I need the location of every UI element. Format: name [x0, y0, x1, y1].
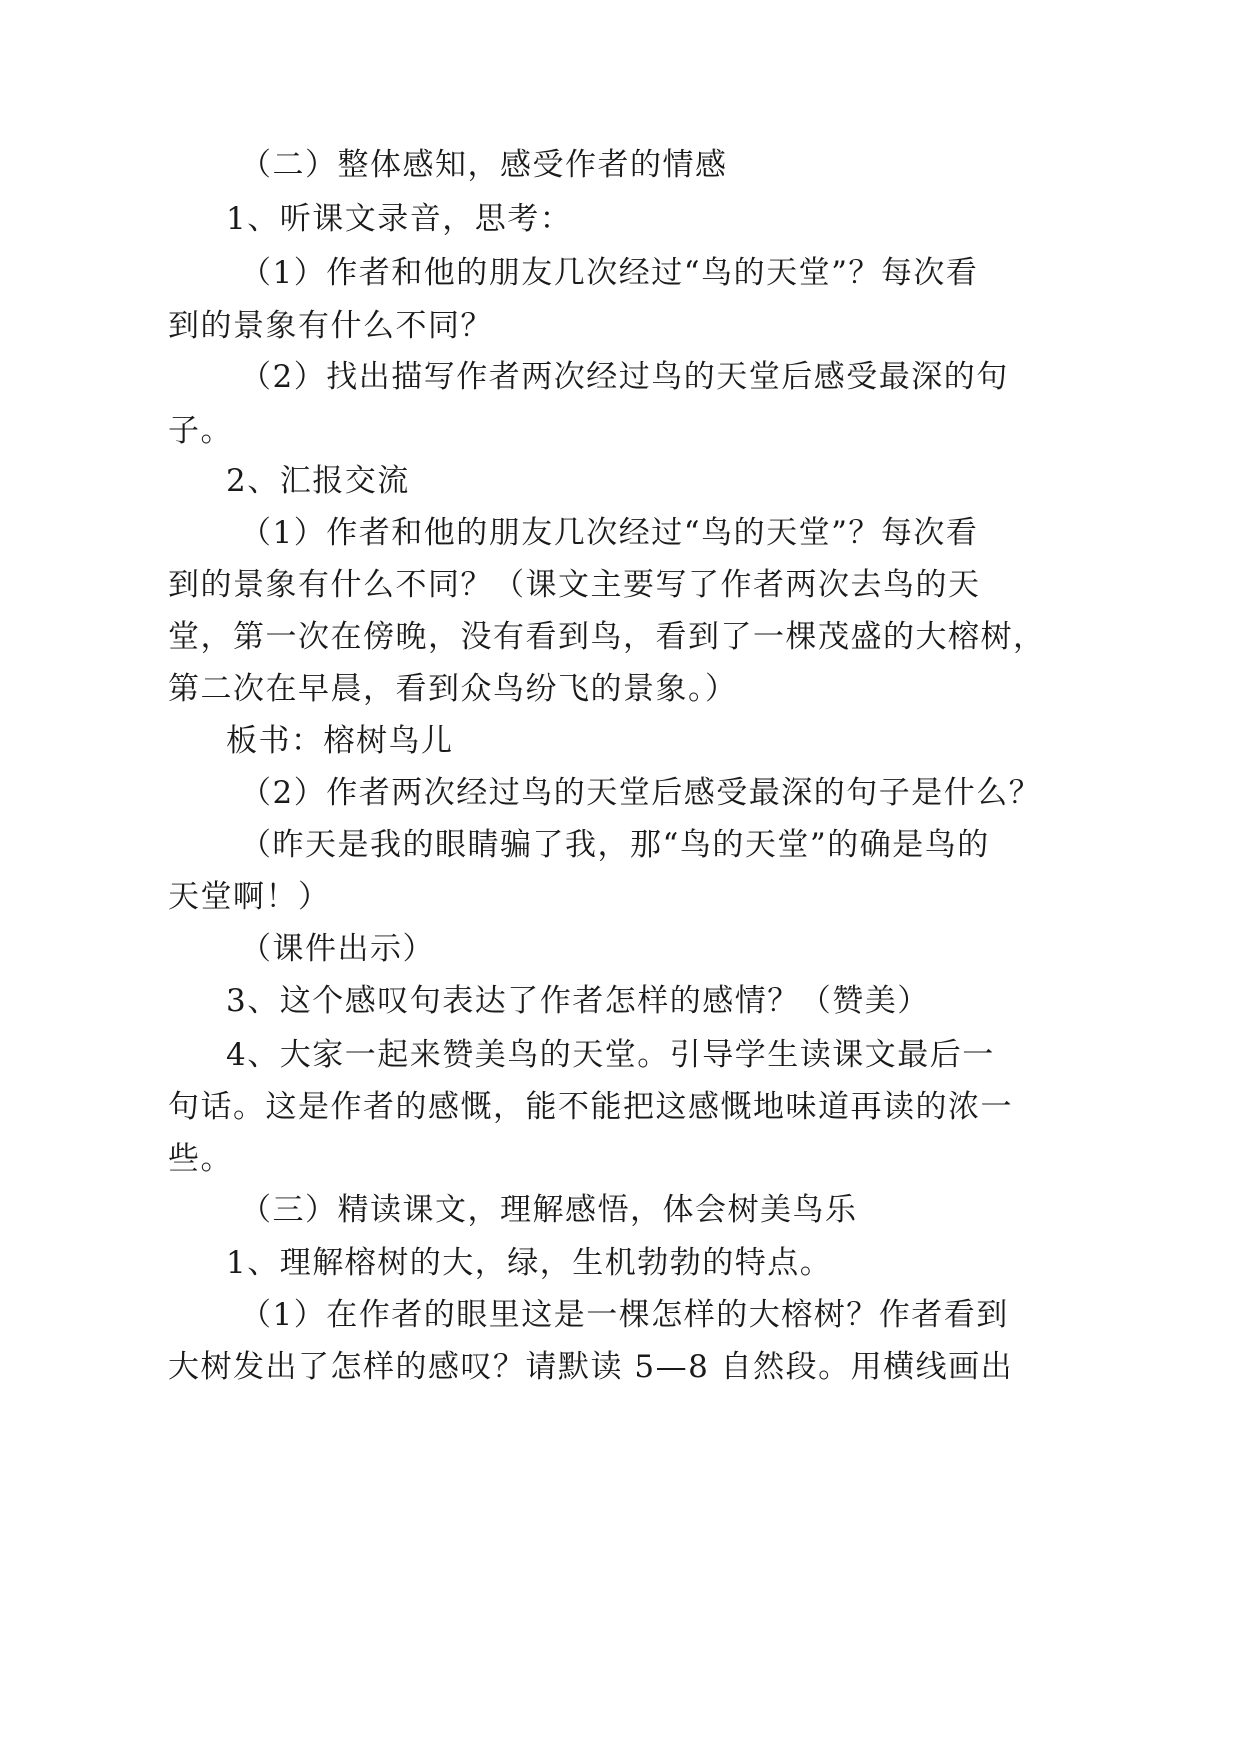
paragraph-line: （2）作者两次经过鸟的天堂后感受最深的句子是什么？ [240, 775, 1042, 811]
paragraph-line: 1、理解榕树的大，绿，生机勃勃的特点。 [226, 1245, 833, 1281]
section-heading-2: （二）整体感知，感受作者的情感 [240, 147, 728, 183]
paragraph-line: 1、听课文录音，思考： [226, 201, 573, 237]
paragraph-line: 第二次在早晨，看到众鸟纷飞的景象。） [168, 671, 738, 707]
paragraph-line: 大树发出了怎样的感叹？请默读 5—8 自然段。用横线画出 [168, 1349, 1014, 1385]
paragraph-line: 堂，第一次在傍晚，没有看到鸟，看到了一棵茂盛的大榕树， [168, 619, 1046, 655]
paragraph-line: （1）作者和他的朋友几次经过“鸟的天堂”？每次看 [240, 515, 979, 551]
paragraph-line: （2）找出描写作者两次经过鸟的天堂后感受最深的句 [240, 359, 1009, 395]
paragraph-line: 3、这个感叹句表达了作者怎样的感情？（赞美） [226, 983, 930, 1019]
board-note: 板书：榕树鸟儿 [226, 723, 454, 759]
paragraph-line: 4、大家一起来赞美鸟的天堂。引导学生读课文最后一 [226, 1037, 995, 1073]
paragraph-line: （1）作者和他的朋友几次经过“鸟的天堂”？每次看 [240, 255, 979, 291]
section-heading-3: （三）精读课文，理解感悟，体会树美鸟乐 [240, 1192, 858, 1228]
paragraph-line: 到的景象有什么不同？（课文主要写了作者两次去鸟的天 [168, 567, 981, 603]
paragraph-line: 天堂啊！） [168, 879, 331, 915]
paragraph-line: 2、汇报交流 [226, 463, 410, 499]
paragraph-line: 子。 [168, 413, 233, 449]
paragraph-line: 句话。这是作者的感慨，能不能把这感慨地味道再读的浓一 [168, 1089, 1013, 1125]
paragraph-line: 些。 [168, 1141, 233, 1177]
paragraph-line: 到的景象有什么不同？ [168, 308, 493, 344]
paragraph-line: （昨天是我的眼睛骗了我，那“鸟的天堂”的确是鸟的 [240, 827, 990, 863]
paragraph-line: （1）在作者的眼里这是一棵怎样的大榕树？作者看到 [240, 1297, 1009, 1333]
paragraph-line: （课件出示） [240, 931, 435, 967]
